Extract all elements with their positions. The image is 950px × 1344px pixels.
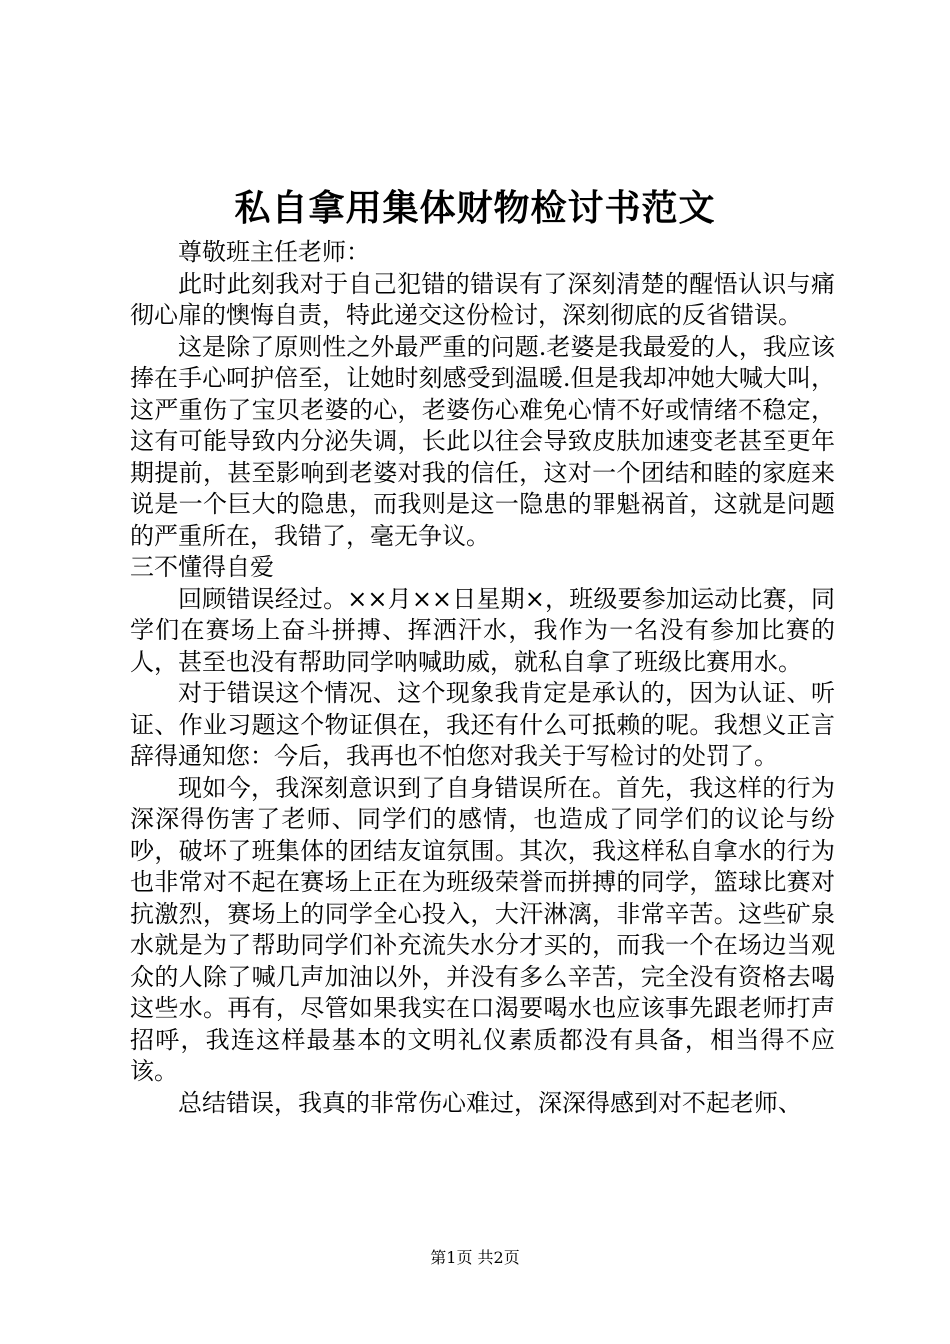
subheading: 三不懂得自爱 <box>130 553 274 581</box>
paragraph-5: 现如今，我深刻意识到了自身错误所在。首先，我这样的行为深深得伤害了老师、同学们的感情，也造成了同学们的议论与纷吵，破坏了班集体的团结友谊氛围。其次，我这样私自拿水的行为也非常对不起在赛场上正在为班级荣誉而拼搏的同学，篮球比赛对抗激烈，赛场上的同学全心投入，大汗淋漓，非常辛苦。这些矿泉水就是为了帮助同学们补充流失水分才买的，而我一个在场边当观众的人除了喊几声加油以外，并没有多么辛苦，完全没有资格去喝这些水。再有，尽管如果我实在口渴要喝水也应该事先跟老师打声招呼，我连这样最基本的文明礼仪素质都没有具备，相当得不应该。 <box>130 773 835 1085</box>
document-title: 私自拿用集体财物检讨书范文 <box>234 187 716 229</box>
paragraph-1: 此时此刻我对于自己犯错的错误有了深刻清楚的醒悟认识与痛彻心扉的懊悔自责，特此递交这份检讨，深刻彻底的反省错误。 <box>130 269 835 329</box>
page-footer: 第1页 共2页 <box>430 1248 520 1267</box>
paragraph-3: 回顾错误经过。××月××日星期×，班级要参加运动比赛，同学们在赛场上奋斗拼搏、挥洒汗水，我作为一名没有参加比赛的人，甚至也没有帮助同学呐喊助威，就私自拿了班级比赛用水。 <box>130 584 835 676</box>
salutation: 尊敬班主任老师： <box>178 238 370 266</box>
document-body <box>130 237 835 1119</box>
paragraph-4: 对于错误这个情况、这个现象我肯定是承认的，因为认证、听证、作业习题这个物证俱在，我还有什么可抵赖的呢。我想义正言辞得通知您：今后，我再也不怕您对我关于写检讨的处罚了。 <box>130 679 835 770</box>
paragraph-6: 总结错误，我真的非常伤心难过，深深得感到对不起老师、 <box>178 1088 802 1117</box>
paragraph-2: 这是除了原则性之外最严重的问题.老婆是我最爱的人，我应该捧在手心呵护倍至，让她时刻感受到温暖.但是我却冲她大喊大叫，这严重伤了宝贝老婆的心，老婆伤心难免心情不好或情绪不稳定，这有可能导致内分泌失调，长此以往会导致皮肤加速变老甚至更年期提前，甚至影响到老婆对我的信任，这对一个团结和睦的家庭来说是一个巨大的隐患，而我则是这一隐患的罪魁祸首，这就是问题的严重所在，我错了，毫无争议。 <box>130 332 835 550</box>
